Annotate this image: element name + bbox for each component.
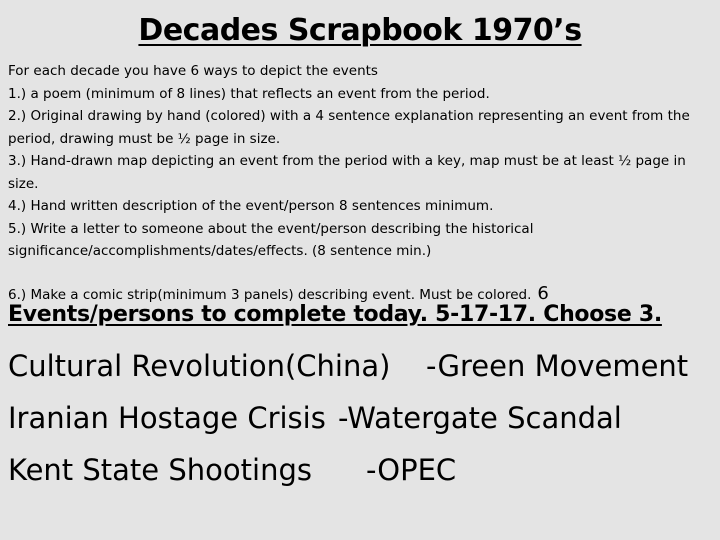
way-item-3: 3.) Hand-drawn map depicting an event from the period with a key, map must be at least ½ page in size. — [8, 153, 686, 192]
topics-list — [8, 340, 716, 496]
topic-watergate-scandal: -Watergate Scandal — [338, 401, 622, 435]
topic-kent-state-shootings: Kent State Shootings — [8, 453, 312, 487]
way-item-1: 1.) a poem (minimum of 8 lines) that reflects an event from the period. — [8, 85, 490, 102]
way-item-6: 6.) Make a comic strip(minimum 3 panels) describing event. Must be colored. — [8, 287, 532, 303]
topic-opec: -OPEC — [366, 453, 457, 487]
assignment-subheading: Events/persons to complete today. 5-17-17. Choose 3. — [8, 302, 662, 327]
topic-row — [8, 340, 716, 392]
intro-text: For each decade you have 6 ways to depict the events — [8, 63, 378, 79]
ways-count: 6 — [537, 283, 549, 304]
topic-cultural-revolution: Cultural Revolution(China) — [8, 349, 391, 383]
way-item-2: 2.) Original drawing by hand (colored) with a 4 sentence explanation representing an event from the period, drawing must be ½ page in size. — [8, 108, 690, 147]
way-item-5: 5.) Write a letter to someone about the event/person describing the historical significance/accomplishments/dates/effects. (8 sentence min.) — [8, 220, 534, 259]
page-title-text: Decades Scrapbook 1970’s — [138, 13, 582, 48]
topic-green-movement: -Green Movement — [426, 349, 689, 383]
way-item-4: 4.) Hand written description of the event/person 8 sentences minimum. — [8, 198, 494, 214]
page-title — [0, 10, 720, 52]
topic-row — [8, 392, 716, 444]
topic-row — [8, 444, 716, 496]
topic-iranian-hostage-crisis: Iranian Hostage Crisis — [8, 401, 326, 435]
instructions-list — [8, 60, 716, 263]
